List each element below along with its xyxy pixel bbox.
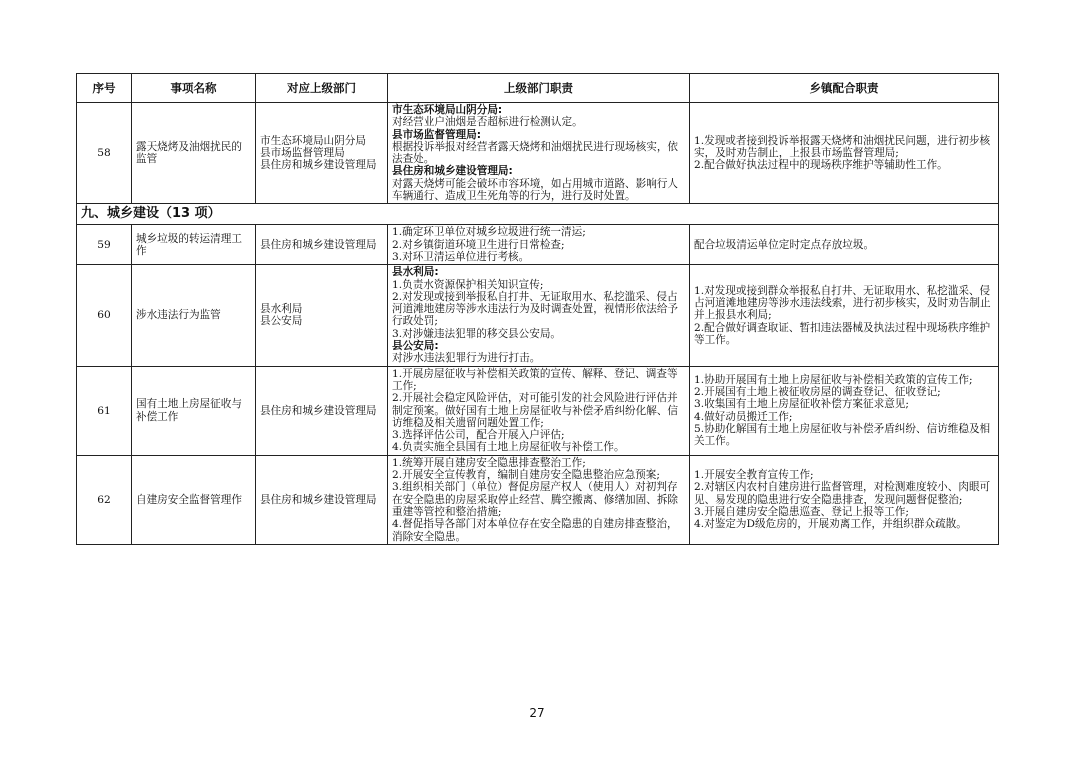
duty-text: 2.开展安全宣传教育，编制自建房安全隐患整治应急预案; [392,469,660,482]
item-name: 涉水违法行为监管 [132,265,256,366]
page-number: 27 [529,706,545,720]
table-row [77,455,999,544]
header-row [77,74,999,103]
table-row [77,265,999,366]
table-row [77,225,999,265]
item-town-duty: 配合垃圾清运单位定时定点存放垃圾。 [690,225,999,265]
town-duty-line: 3.开展自建房安全隐患巡查、登记上报等工作; [694,505,909,518]
duty-text: 1.确定环卫单位对城乡垃圾进行统一清运; [392,226,586,239]
header-duty: 上级部门职责 [388,74,690,103]
duty-text: 对经营业户油烟是否超标进行检测认定。 [392,116,583,129]
item-duty [388,103,690,204]
duty-text: 对涉水违法犯罪行为进行打击。 [392,352,541,365]
duty-text: 4.督促指导各部门对本单位存在安全隐患的自建房排查整治，消除安全隐患。 [392,518,678,543]
town-duty-line: 4.做好动员搬迁工作; [694,410,793,423]
item-number: 58 [77,103,132,204]
town-duty-line: 3.收集国有土地上房屋征收补偿方案征求意见; [694,398,909,411]
item-number: 60 [77,265,132,366]
item-duty [388,455,690,544]
table-row [77,366,999,455]
item-number: 61 [77,366,132,455]
duty-text: 4.负责实施全县国有土地上房屋征收与补偿工作。 [392,441,625,454]
dept-line: 县住房和城乡建设管理局 [260,159,377,172]
dept-line: 市生态环境局山阴分局 [260,134,366,147]
section-title: 九、城乡建设（13 项） [77,204,999,225]
town-duty-line: 1.对发现或接到群众举报私自打井、无证取用水、私挖滥采、侵占河道滩地建房等涉水违法线索，进行初步核实，及时劝告制止并上报县水利局; [694,284,991,322]
item-number: 62 [77,455,132,544]
duty-heading: 县公安局: [392,340,439,353]
town-duty-line: 1.发现或者接到投诉举报露天烧烤和油烟扰民问题，进行初步核实，及时劝告制止，上报县市场监督管理局; [694,134,991,160]
duty-text: 3.对环卫清运单位进行考核。 [392,250,530,263]
header-town: 乡镇配合职责 [690,74,999,103]
duty-text: 1.统筹开展自建房安全隐患排查整治工作; [392,456,586,469]
item-duty [388,366,690,455]
item-dept [256,103,388,204]
town-duty-line: 1.协助开展国有土地上房屋征收与补偿相关政策的宣传工作; [694,373,973,386]
dept-line: 县公安局 [260,315,303,328]
header-dept: 对应上级部门 [256,74,388,103]
item-number: 59 [77,225,132,265]
section-row [77,204,999,225]
item-name: 国有土地上房屋征收与补偿工作 [132,366,256,455]
item-town-duty [690,103,999,204]
duty-text: 1.开展房屋征收与补偿相关政策的宣传、解释、登记、调查等工作; [392,367,678,392]
town-duty-line: 4.对鉴定为D级危房的，开展劝离工作，并组织群众疏散。 [694,518,967,531]
item-name: 露天烧烤及油烟扰民的监管 [132,103,256,204]
town-duty-line: 2.配合做好执法过程中的现场秩序维护等辅助性工作。 [694,159,948,172]
item-town-duty [690,455,999,544]
duty-text: 3.选择评估公司，配合开展入户评估; [392,429,565,442]
header-name: 事项名称 [132,74,256,103]
item-dept [256,265,388,366]
dept-line: 县市场监督管理局 [260,147,345,160]
item-dept: 县住房和城乡建设管理局 [256,455,388,544]
header-no: 序号 [77,74,132,103]
duty-text: 3.组织相关部门（单位）督促房屋产权人（使用人）对初判存在安全隐患的房屋采取停止经营、腾空搬离、修缮加固、拆除重建等管控和整治措施; [392,481,679,518]
town-duty-line: 2.开展国有土地上被征收房屋的调查登记、征收登记; [694,386,941,399]
duty-heading: 市生态环境局山阴分局: [392,104,503,116]
item-town-duty [690,366,999,455]
duty-text: 2.对乡镇街道环境卫生进行日常检查; [392,238,565,251]
town-duty-line: 2.配合做好调查取证、暂扣违法器械及执法过程中现场秩序维护等工作。 [694,321,991,346]
duty-text: 对露天烧烤可能会破坏市容环境，如占用城市道路、影响行人车辆通行、造成卫生死角等的行为，进行及时处置。 [392,177,679,203]
duty-text: 1.负责水资源保护相关知识宣传; [392,278,544,291]
item-dept: 县住房和城乡建设管理局 [256,225,388,265]
duty-text: 2.对发现或接到举报私自打井、无证取用水、私挖滥采、侵占河道滩地建房等涉水违法行为及时调查处置，视情形依法给予行政处罚; [392,290,679,328]
item-duty [388,225,690,265]
duty-text: 根据投诉举报对经营者露天烧烤和油烟扰民进行现场核实，依法查处。 [392,140,679,166]
duty-heading: 县水利局: [392,266,439,279]
dept-line: 县水利局 [260,303,303,316]
duty-table [76,73,999,545]
duty-text: 3.对涉嫌违法犯罪的移交县公安局。 [392,327,562,340]
item-duty [388,265,690,366]
item-name: 自建房安全监督管理作 [132,455,256,544]
item-dept: 县住房和城乡建设管理局 [256,366,388,455]
duty-text: 2.开展社会稳定风险评估，对可能引发的社会风险进行评估并制定预案。做好国有土地上房屋征收与补偿矛盾纠纷化解、信访维稳及相关遗留问题处置工作; [392,392,679,429]
town-duty-line: 5.协助化解国有土地上房屋征收与补偿矛盾纠纷、信访维稳及相关工作。 [694,422,991,448]
item-town-duty [690,265,999,366]
item-name: 城乡垃圾的转运清理工作 [132,225,256,265]
town-duty-line: 2.对辖区内农村自建房进行监督管理，对检测难度较小、肉眼可见、易发现的隐患进行安全隐患排查，发现问题督促整治; [694,481,991,506]
duty-heading: 县住房和城乡建设管理局: [392,165,513,178]
town-duty-line: 1.开展安全教育宣传工作; [694,469,814,482]
table-row [77,103,999,204]
duty-heading: 县市场监督管理局: [392,128,481,141]
